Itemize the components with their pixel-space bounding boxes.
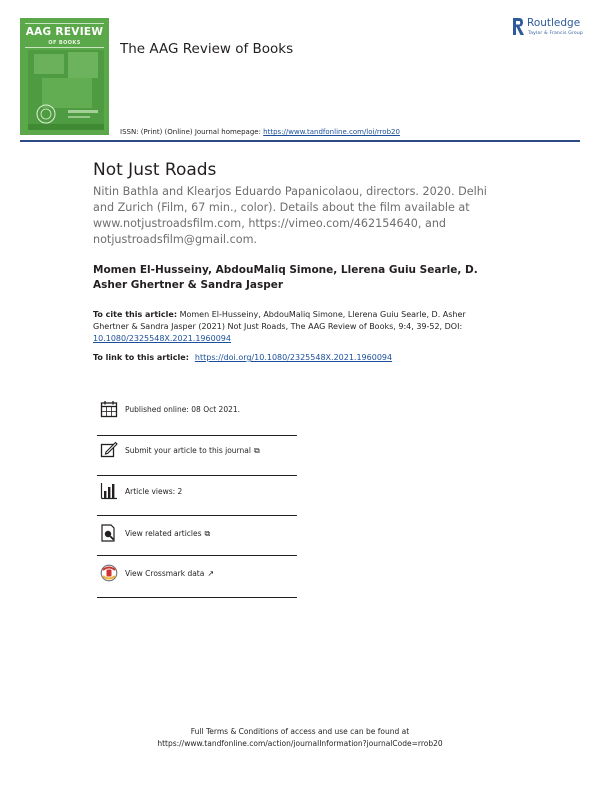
related-articles-text: View related articles <box>125 529 202 538</box>
related-articles-label <box>125 529 210 539</box>
article-doi-link[interactable]: https://doi.org/10.1080/2325548X.2021.1960094 <box>194 353 393 362</box>
related-articles-row[interactable] <box>97 524 297 552</box>
cover-rule <box>25 47 104 48</box>
external-link-icon: ⧉ <box>253 446 260 455</box>
row-divider <box>97 515 297 516</box>
cover-rule <box>25 23 104 24</box>
citation-block <box>93 309 503 345</box>
article-subtitle: Nitin Bathla and Klearjos Eduardo Papanicolaou, directors. 2020. Delhi and Zurich (Film, 67 min., color). Details about the film available at www.notjustroadsfilm.com, https://vimeo.com/462154640, and notjustroadsfilm@gmail.com. <box>93 185 487 246</box>
link-label: To link to this article: <box>93 353 189 362</box>
publisher-name: Routledge <box>527 17 581 29</box>
article-title: Not Just Roads <box>93 160 217 180</box>
article-link-line <box>93 353 392 362</box>
edit-icon <box>100 441 118 459</box>
related-articles-icon <box>100 524 118 542</box>
external-link-icon: ⧉ <box>204 529 211 538</box>
published-online-label: Published online: 08 Oct 2021. <box>125 405 241 414</box>
crossmark-icon <box>100 564 118 582</box>
issn-line <box>120 128 400 136</box>
article-authors: Momen El-Husseiny, AbdouMaliq Simone, Llerena Guiu Searle, D. Asher Ghertner & Sandra Jasper <box>93 264 478 291</box>
cover-illustration <box>28 50 104 130</box>
journal-homepage-link[interactable]: https://www.tandfonline.com/loi/rrob20 <box>263 128 400 136</box>
terms-footer-link[interactable]: https://www.tandfonline.com/action/journalInformation?journalCode=rrob20 <box>157 739 443 748</box>
article-views-row <box>97 482 297 510</box>
cover-subtitle: OF BOOKS <box>48 40 81 46</box>
publisher-tagline: Taylor & Francis Group <box>528 31 583 36</box>
submit-article-label <box>125 446 260 456</box>
crossmark-row[interactable] <box>97 564 297 592</box>
terms-footer-line1: Full Terms & Conditions of access and use can be found at <box>190 727 410 736</box>
issn-label: ISSN: (Print) (Online) Journal homepage: <box>120 128 264 136</box>
crossmark-text: View Crossmark data <box>125 569 205 578</box>
calendar-icon <box>100 400 118 418</box>
cite-text: Momen El-Husseiny, AbdouMaliq Simone, Llerena Guiu Searle, D. Asher Ghertner & Sandra Jasper (2021) Not Just Roads, The AAG Review of Books, 9:4, 39-52, DOI: <box>93 310 466 331</box>
journal-cover <box>20 18 109 135</box>
published-online-row <box>97 400 297 428</box>
article-views-label: Article views: 2 <box>125 487 183 496</box>
submit-article-text: Submit your article to this journal <box>125 446 251 455</box>
routledge-logo-icon <box>511 17 525 37</box>
header-divider <box>20 140 580 142</box>
crossmark-label <box>125 569 214 578</box>
row-divider <box>97 475 297 476</box>
row-divider <box>97 597 297 598</box>
submit-article-row[interactable] <box>97 441 297 469</box>
cover-title: AAG REVIEW <box>25 26 104 38</box>
cite-label: To cite this article: <box>93 310 178 319</box>
row-divider <box>97 435 297 436</box>
external-link-icon: ↗ <box>207 569 215 578</box>
row-divider <box>97 555 297 556</box>
bar-chart-icon <box>100 482 118 500</box>
journal-name: The AAG Review of Books <box>120 41 294 57</box>
cite-doi-link[interactable]: 10.1080/2325548X.2021.1960094 <box>93 334 231 343</box>
terms-footer <box>0 726 600 750</box>
